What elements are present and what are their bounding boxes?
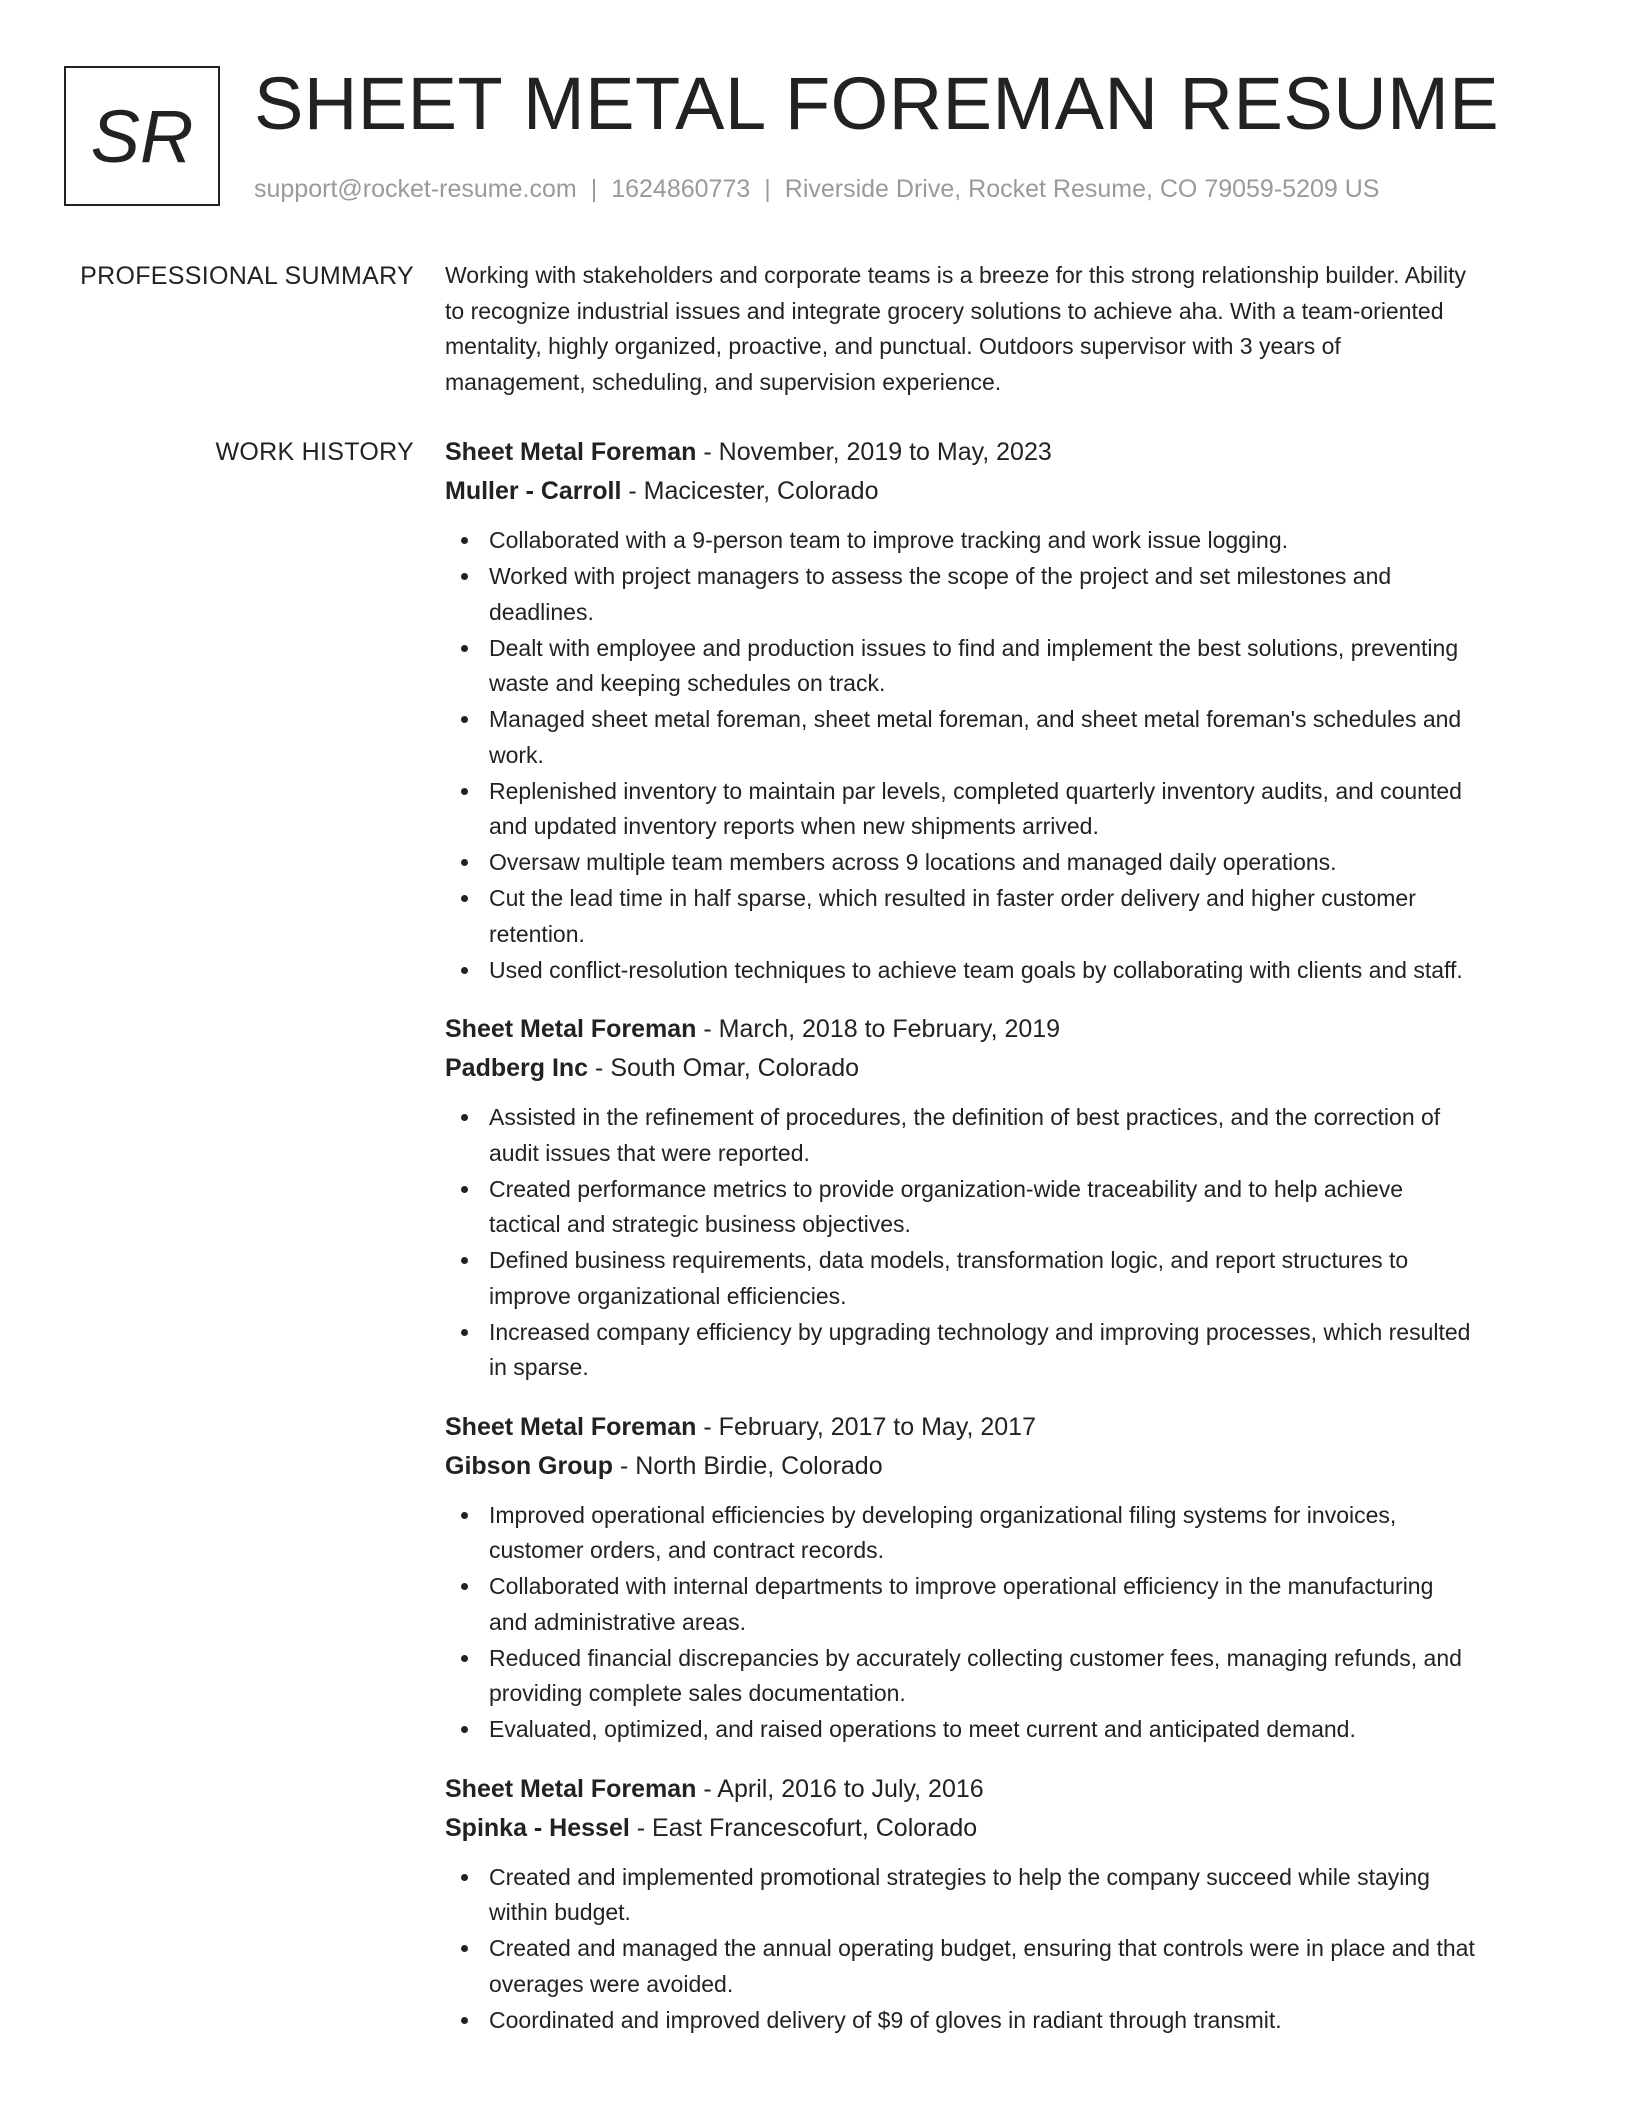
job-bullet [445, 1172, 1560, 1243]
job-location: - East Francescofurt, Colorado [636, 1813, 978, 1842]
job-company-line [445, 1049, 1560, 1088]
job-company-line [445, 472, 1560, 511]
job-company-line [445, 1447, 1560, 1486]
contact-address: Riverside Drive, Rocket Resume, CO 79059-5209 US [784, 175, 1380, 203]
bullet-line: Coordinated and improved delivery of $9 of gloves in radiant through transmit. [489, 2006, 1282, 2033]
bullet-line: Dealt with employee and production issues to find and implement the best solutions, preventing [489, 634, 1459, 661]
summary-line: Working with stakeholders and corporate teams is a breeze for this strong relationship builder. Ability [445, 262, 1467, 288]
section-label-work-history: WORK HISTORY [215, 438, 414, 466]
summary-line: mentality, highly organized, proactive, and punctual. Outdoors supervisor with 3 years of [445, 333, 1341, 359]
job-bullet [445, 1860, 1560, 1931]
bullet-line: Assisted in the refinement of procedures, the definition of best practices, and the correction of [489, 1104, 1441, 1130]
bullet-line: waste and keeping schedules on track. [489, 670, 886, 696]
job-bullet [445, 953, 1560, 989]
bullet-line: providing complete sales documentation. [489, 1680, 906, 1706]
company-name: Padberg Inc [445, 1054, 589, 1082]
bullet-line: Created and managed the annual operating budget, ensuring that controls were in place and that [489, 1935, 1475, 1961]
company-name: Gibson Group [445, 1451, 614, 1480]
job-dates: - February, 2017 to May, 2017 [703, 1412, 1036, 1441]
summary-text [445, 258, 1560, 400]
job-bullet [445, 1243, 1560, 1314]
job-bullet-list [445, 1498, 1560, 1748]
bullet-line: Created performance metrics to provide organization-wide traceability and to help achieve [489, 1175, 1404, 1202]
job-dates: - April, 2016 to July, 2016 [703, 1774, 984, 1803]
job-dates: - November, 2019 to May, 2023 [703, 438, 1052, 466]
job-company-line [445, 1809, 1560, 1848]
monogram-badge: SR [64, 66, 220, 206]
job-bullet [445, 559, 1560, 630]
bullet-line: overages were avoided. [489, 1970, 734, 1997]
job-title: Sheet Metal Foreman [445, 1412, 697, 1441]
job-bullet [445, 845, 1560, 881]
job-dates: - March, 2018 to February, 2019 [703, 1015, 1061, 1043]
bullet-line: Worked with project managers to assess the scope of the project and set milestones and [489, 563, 1392, 589]
job-entry [445, 1770, 1560, 2039]
job-title-line [445, 1770, 1560, 1809]
job-bullet [445, 2003, 1560, 2039]
bullet-line: retention. [489, 920, 585, 947]
job-bullet [445, 1712, 1560, 1748]
job-bullet [445, 702, 1560, 773]
company-name: Muller - Carroll [445, 477, 622, 505]
section-label-summary: PROFESSIONAL SUMMARY [80, 262, 414, 290]
resume-title: SHEET METAL FOREMAN RESUME [254, 62, 1500, 145]
bullet-line: Cut the lead time in half sparse, which resulted in faster order delivery and higher customer [489, 885, 1416, 911]
job-bullet-list [445, 1860, 1560, 2039]
contact-separator: | [590, 175, 598, 203]
job-bullet [445, 1641, 1560, 1712]
job-entry [445, 433, 1560, 988]
job-bullet [445, 1100, 1560, 1171]
contact-line [254, 172, 1379, 206]
bullet-line: and administrative areas. [489, 1608, 746, 1635]
bullet-line: Used conflict-resolution techniques to achieve team goals by collaborating with clients and staff. [489, 956, 1463, 983]
bullet-line: Increased company efficiency by upgrading technology and improving processes, which resulted [489, 1318, 1471, 1345]
bullet-line: Evaluated, optimized, and raised operations to meet current and anticipated demand. [489, 1716, 1356, 1742]
job-location: - North Birdie, Colorado [620, 1451, 883, 1480]
job-bullet [445, 1498, 1560, 1569]
bullet-line: Collaborated with internal departments to improve operational efficiency in the manufacturing [489, 1573, 1434, 1599]
bullet-line: in sparse. [489, 1354, 589, 1380]
job-entry [445, 1010, 1560, 1386]
bullet-line: Created and implemented promotional strategies to help the company succeed while staying [489, 1863, 1430, 1890]
job-title: Sheet Metal Foreman [445, 1015, 697, 1043]
job-title-line [445, 1408, 1560, 1447]
job-bullet [445, 631, 1560, 702]
bullet-line: deadlines. [489, 598, 594, 625]
bullet-line: audit issues that were reported. [489, 1139, 810, 1166]
job-location: - Macicester, Colorado [628, 477, 879, 505]
bullet-line: Defined business requirements, data models, transformation logic, and report structures to [489, 1247, 1409, 1273]
job-bullet [445, 1569, 1560, 1640]
job-bullet-list [445, 523, 1560, 988]
contact-email[interactable]: support@rocket-resume.com [254, 175, 577, 203]
bullet-line: tactical and strategic business objectives. [489, 1211, 911, 1237]
job-title: Sheet Metal Foreman [445, 438, 697, 466]
bullet-line: within budget. [489, 1899, 631, 1925]
summary-line: to recognize industrial issues and integrate grocery solutions to achieve aha. With a team-oriented [445, 297, 1444, 324]
bullet-line: Improved operational efficiencies by developing organizational filing systems for invoices, [489, 1501, 1397, 1528]
job-location: - South Omar, Colorado [595, 1054, 860, 1082]
job-bullet [445, 523, 1560, 559]
contact-separator: | [764, 175, 771, 203]
company-name: Spinka - Hessel [445, 1813, 630, 1842]
bullet-line: and updated inventory reports when new shipments arrived. [489, 813, 1099, 839]
contact-phone[interactable]: 1624860773 [611, 175, 751, 203]
job-title: Sheet Metal Foreman [445, 1774, 697, 1803]
job-bullet [445, 774, 1560, 845]
job-bullet [445, 1931, 1560, 2002]
bullet-line: Managed sheet metal foreman, sheet metal foreman, and sheet metal foreman's schedules and [489, 706, 1462, 732]
summary-body [445, 258, 1560, 400]
job-bullet-list [445, 1100, 1560, 1386]
job-title-line [445, 433, 1560, 472]
summary-line: management, scheduling, and supervision experience. [445, 368, 1002, 395]
bullet-line: Replenished inventory to maintain par levels, completed quarterly inventory audits, and counted [489, 777, 1462, 804]
job-bullet [445, 881, 1560, 952]
job-bullet [445, 1315, 1560, 1386]
bullet-line: Collaborated with a 9-person team to improve tracking and work issue logging. [489, 527, 1289, 553]
bullet-line: customer orders, and contract records. [489, 1537, 884, 1563]
bullet-line: work. [489, 741, 544, 768]
bullet-line: Reduced financial discrepancies by accurately collecting customer fees, managing refunds, and [489, 1644, 1462, 1671]
job-title-line [445, 1010, 1560, 1049]
work-history-body [445, 433, 1560, 2060]
job-entry [445, 1408, 1560, 1748]
bullet-line: Oversaw multiple team members across 9 locations and managed daily operations. [489, 849, 1337, 875]
bullet-line: improve organizational efficiencies. [489, 1282, 847, 1309]
